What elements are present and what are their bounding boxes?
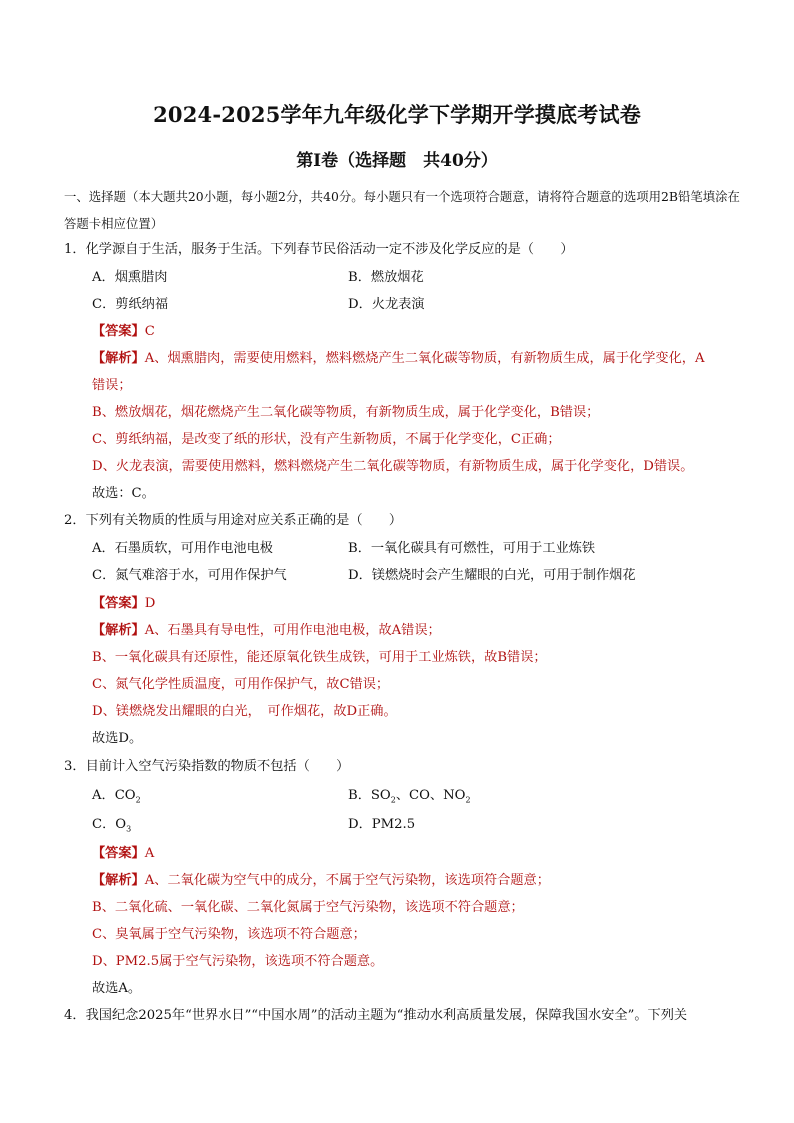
- answer-value: A: [144, 846, 155, 861]
- option-subscript: 2: [135, 795, 141, 805]
- answer-tag: 【答案】: [92, 596, 145, 611]
- analysis-tag: 【解析】: [92, 351, 145, 366]
- question-3-answer: [92, 842, 154, 861]
- question-1-analysis-line: D、火龙表演，需要使用燃料，燃料燃烧产生二氧化碳等物质，有新物质生成，属于化学变化，D错误。: [92, 459, 694, 474]
- question-2-conclusion: 故选D。: [92, 731, 143, 746]
- answer-tag: 【答案】: [92, 846, 145, 861]
- question-1-analysis-line: B、燃放烟花，烟花燃烧产生二氧化碳等物质，有新物质生成，属于化学变化，B错误；: [92, 405, 600, 420]
- analysis-text: A、烟熏腊肉，需要使用燃料，燃料燃烧产生二氧化碳等物质，有新物质生成，属于化学变化，A: [144, 351, 705, 366]
- question-3-analysis-line: B、二氧化硫、一氧化碳、二氧化氮属于空气污染物，该选项不符合题意；: [92, 900, 524, 915]
- question-3-option-c: [92, 813, 131, 834]
- question-3-option-a: [92, 784, 141, 805]
- section-instructions: 一、选择题（本大题共20小题，每小题2分，共40分。每小题只有一个选项符合题意，请将符合题意的选项用2B铅笔填涂在答题卡相应位置）: [64, 189, 740, 231]
- analysis-text: A、二氧化碳为空气中的成分，不属于空气污染物，该选项符合题意；: [144, 873, 550, 888]
- section-subtitle: 第Ⅰ卷（选择题 共40分）: [296, 151, 498, 171]
- question-1-option-b: B．燃放烟花: [348, 270, 424, 285]
- question-2-answer: [92, 592, 155, 611]
- question-2-option-d: D．镁燃烧时会产生耀眼的白光，可用于制作烟花: [348, 568, 636, 583]
- option-subscript: 2: [465, 795, 471, 805]
- question-3-option-d: D．PM2.5: [348, 817, 416, 832]
- answer-tag: 【答案】: [92, 324, 145, 339]
- question-1-stem: 1．化学源自于生活，服务于生活。下列春节民俗活动一定不涉及化学反应的是（ ）: [64, 242, 574, 257]
- question-2-option-b: B．一氧化碳具有可燃性，可用于工业炼铁: [348, 541, 596, 556]
- answer-value: D: [144, 596, 156, 611]
- question-1-analysis-line: C、剪纸纳福，是改变了纸的形状，没有产生新物质，不属于化学变化，C正确；: [92, 432, 561, 447]
- question-3-option-b: [348, 784, 471, 805]
- option-text: A．CO: [92, 788, 136, 803]
- question-4-stem: 4．我国纪念2025年“世界水日”“中国水周”的活动主题为“推动水利高质量发展，保障我国水安全”。下列关: [64, 1008, 688, 1023]
- question-3-analysis-line: C、臭氧属于空气污染物，该选项不符合题意；: [92, 927, 366, 942]
- question-1-option-d: D．火龙表演: [348, 297, 425, 312]
- option-subscript: 2: [390, 795, 396, 805]
- question-2-analysis-line: D、镁燃烧发出耀眼的白光， 可作烟花，故D正确。: [92, 704, 397, 719]
- question-2-stem: 2．下列有关物质的性质与用途对应关系正确的是（ ）: [64, 513, 403, 528]
- question-1-answer: [92, 320, 155, 339]
- option-text: C．O: [92, 817, 127, 832]
- question-1-option-c: C．剪纸纳福: [92, 297, 169, 312]
- question-3-analysis-line: [92, 869, 550, 888]
- option-text: 、CO、NO: [395, 788, 466, 803]
- question-2-option-a: A．石墨质软，可用作电池电极: [92, 541, 273, 556]
- answer-value: C: [144, 324, 155, 339]
- analysis-tag: 【解析】: [92, 623, 145, 638]
- exam-title: 2024-2025学年九年级化学下学期开学摸底考试卷: [153, 102, 641, 127]
- question-2-analysis-line: [92, 619, 441, 638]
- question-3-stem: 3．目前计入空气污染指数的物质不包括（ ）: [64, 759, 350, 774]
- question-2-analysis-line: C、氮气化学性质温度，可用作保护气，故C错误；: [92, 677, 390, 692]
- question-2-option-c: C．氮气难溶于水，可用作保护气: [92, 568, 287, 583]
- question-1-analysis-line: [92, 347, 704, 366]
- analysis-tag: 【解析】: [92, 873, 145, 888]
- option-subscript: 3: [126, 824, 132, 834]
- analysis-text: A、石墨具有导电性，可用作电池电极，故A错误；: [144, 623, 441, 638]
- question-2-analysis-line: B、一氧化碳具有还原性，能还原氧化铁生成铁，可用于工业炼铁，故B错误；: [92, 650, 547, 665]
- question-1-analysis-line: 错误；: [92, 378, 132, 393]
- question-3-analysis-line: D、PM2.5属于空气污染物，该选项不符合题意。: [92, 954, 384, 969]
- question-1-option-a: A．烟熏腊肉: [92, 270, 168, 285]
- question-1-conclusion: 故选：C。: [92, 486, 155, 501]
- question-3-conclusion: 故选A。: [92, 981, 142, 996]
- option-text: B．SO: [348, 788, 391, 803]
